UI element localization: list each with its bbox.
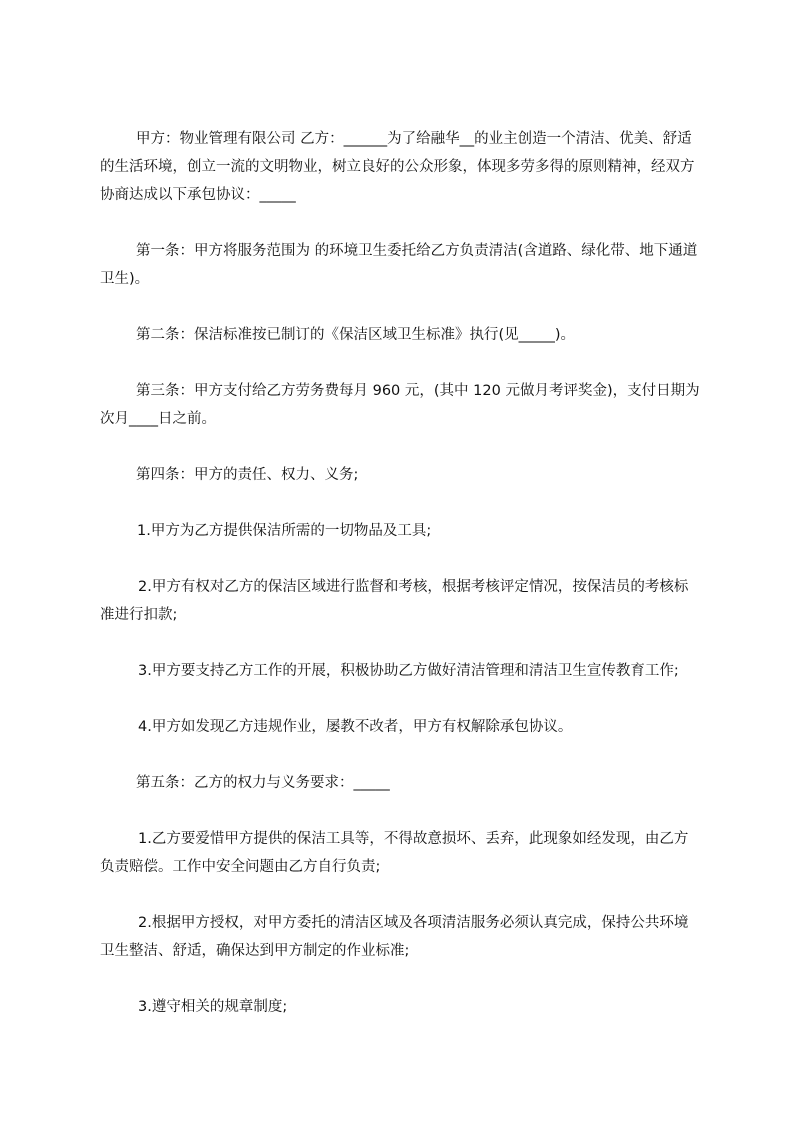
paragraph-article-3: 第三条：甲方支付给乙方劳务费每月 960 元，(其中 120 元做月考评奖金)，支付日期为次月____日之前。 — [100, 383, 700, 427]
paragraph-article-5: 第五条：乙方的权力与义务要求：_____ — [136, 775, 390, 791]
paragraph-item-4-1: 1.甲方为乙方提供保洁所需的一切物品及工具; — [137, 523, 432, 539]
paragraph-article-2: 第二条：保洁标准按已制订的《保洁区域卫生标准》执行(见_____)。 — [136, 327, 576, 343]
paragraph-item-5-3: 3.遵守相关的规章制度; — [138, 999, 288, 1015]
paragraph-intro: 甲方：物业管理有限公司 乙方：______为了给融华__的业主创造一个清洁、优美、舒适的生活环境，创立一流的文明物业，树立良好的公众形象，体现多劳多得的原则精神，经双方协商达成以下承包协议：_____ — [100, 131, 695, 203]
document-body — [100, 125, 700, 1021]
paragraph-item-5-1: 1.乙方要爱惜甲方提供的保洁工具等，不得故意损坏、丢弃，此现象如经发现，由乙方负责赔偿。工作中安全问题由乙方自行负责; — [100, 831, 689, 875]
paragraph-item-4-3: 3.甲方要支持乙方工作的开展，积极协助乙方做好清洁管理和清洁卫生宣传教育工作; — [138, 663, 679, 679]
paragraph-item-5-2: 2.根据甲方授权，对甲方委托的清洁区域及各项清洁服务必须认真完成，保持公共环境卫生整洁、舒适，确保达到甲方制定的作业标准; — [100, 915, 689, 959]
paragraph-item-4-4: 4.甲方如发现乙方违规作业，屡教不改者，甲方有权解除承包协议。 — [138, 719, 573, 735]
paragraph-article-1: 第一条：甲方将服务范围为 的环境卫生委托给乙方负责清洁(含道路、绿化带、地下通道卫生)。 — [100, 243, 698, 287]
paragraph-article-4: 第四条：甲方的责任、权力、义务; — [136, 467, 359, 483]
paragraph-item-4-2: 2.甲方有权对乙方的保洁区域进行监督和考核，根据考核评定情况，按保洁员的考核标准进行扣款; — [100, 579, 689, 623]
